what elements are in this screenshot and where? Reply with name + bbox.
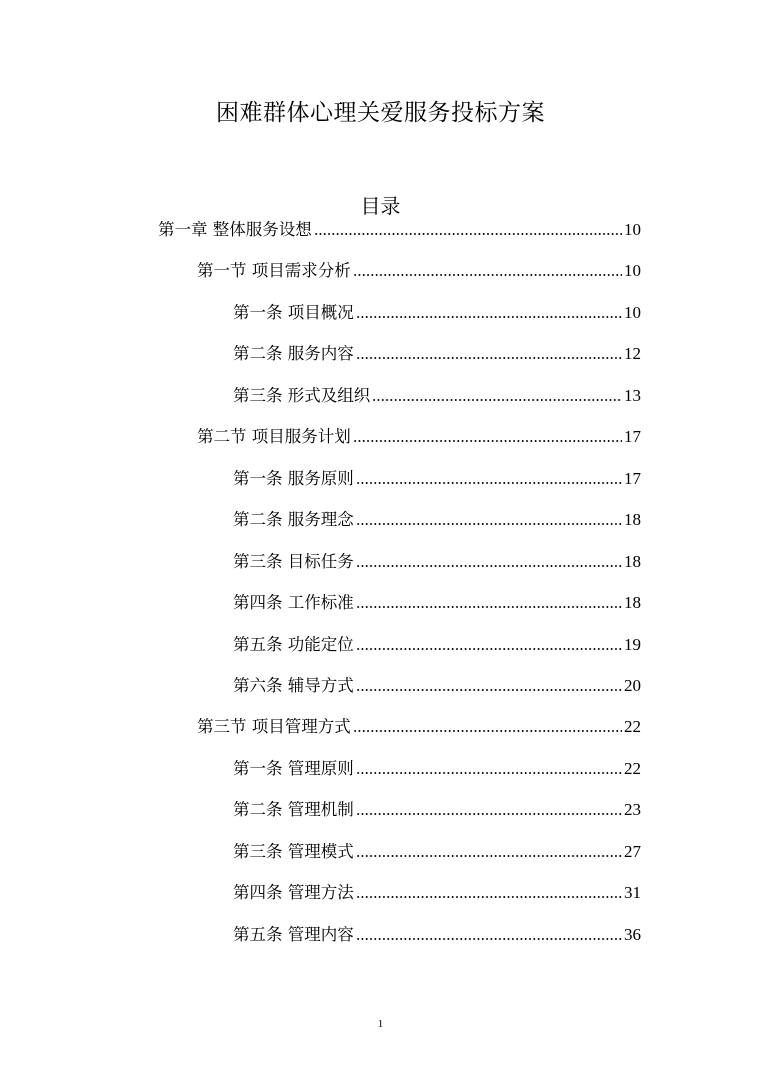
toc-entry[interactable] bbox=[233, 879, 641, 903]
toc-entry-page: 31 bbox=[624, 883, 641, 903]
toc-entry-label: 第一条 项目概况 bbox=[233, 302, 354, 322]
dot-leader bbox=[356, 481, 622, 485]
toc-entry[interactable] bbox=[233, 755, 641, 779]
dot-leader bbox=[353, 729, 622, 733]
toc-entry-page: 17 bbox=[624, 427, 641, 447]
dot-leader bbox=[356, 771, 622, 775]
dot-leader bbox=[356, 937, 622, 941]
toc-entry-page: 12 bbox=[624, 344, 641, 364]
toc-entry[interactable] bbox=[233, 299, 641, 323]
dot-leader bbox=[356, 812, 622, 816]
toc-entry-label: 第二条 服务理念 bbox=[233, 510, 354, 530]
toc-entry-page: 20 bbox=[624, 675, 641, 695]
toc-entry-page: 18 bbox=[624, 510, 641, 530]
toc-entry[interactable] bbox=[233, 340, 641, 364]
toc-entry-label: 第三条 管理模式 bbox=[233, 841, 354, 861]
toc-entry[interactable] bbox=[233, 382, 641, 406]
toc-entry-label: 第二条 管理机制 bbox=[233, 800, 354, 820]
document-title: 困难群体心理关爱服务投标方案 bbox=[216, 100, 545, 126]
toc-entry-page: 27 bbox=[624, 841, 641, 861]
dot-leader bbox=[356, 605, 622, 609]
toc-entry[interactable] bbox=[233, 838, 641, 862]
toc-entry-page: 10 bbox=[624, 220, 641, 239]
toc-entry[interactable] bbox=[233, 672, 641, 696]
toc-heading: 目录 bbox=[360, 194, 401, 218]
toc-entry-page: 17 bbox=[624, 468, 641, 488]
dot-leader bbox=[356, 522, 622, 526]
toc-entry-label: 第五条 功能定位 bbox=[233, 634, 354, 654]
page-number: 1 bbox=[377, 1018, 384, 1030]
toc-entry[interactable] bbox=[233, 506, 641, 530]
toc-entry-page: 19 bbox=[624, 634, 641, 654]
toc-entry-label: 第五条 管理内容 bbox=[233, 924, 354, 944]
toc-entry-label: 第一条 管理原则 bbox=[233, 758, 354, 778]
dot-leader bbox=[356, 854, 622, 858]
toc-entry[interactable] bbox=[197, 423, 641, 447]
toc-entry-page: 22 bbox=[624, 758, 641, 778]
dot-leader bbox=[356, 647, 622, 651]
dot-leader bbox=[353, 439, 622, 443]
toc-entry-label: 第四条 工作标准 bbox=[233, 593, 354, 613]
dot-leader bbox=[372, 398, 622, 402]
toc-entry[interactable] bbox=[197, 257, 641, 281]
toc-entry-page: 18 bbox=[624, 593, 641, 613]
dot-leader bbox=[356, 564, 622, 568]
toc-entry-label: 第六条 辅导方式 bbox=[233, 675, 354, 695]
toc-entry-label: 第一节 项目需求分析 bbox=[197, 261, 351, 281]
toc-entry-label: 第二节 项目服务计划 bbox=[197, 427, 351, 447]
toc-entry[interactable] bbox=[233, 631, 641, 655]
toc-entry[interactable] bbox=[233, 465, 641, 489]
toc-entry-label: 第三条 形式及组织 bbox=[233, 385, 371, 405]
dot-leader bbox=[314, 232, 622, 236]
dot-leader bbox=[356, 356, 622, 360]
toc-entry[interactable] bbox=[158, 216, 641, 240]
toc-entry-page: 23 bbox=[624, 800, 641, 820]
toc-entry[interactable] bbox=[233, 796, 641, 820]
dot-leader bbox=[356, 895, 622, 899]
toc-entry[interactable] bbox=[233, 921, 641, 945]
toc-entry-page: 36 bbox=[624, 924, 641, 944]
toc-entry-label: 第一章 整体服务设想 bbox=[158, 220, 312, 239]
dot-leader bbox=[356, 688, 622, 692]
toc-entry-page: 13 bbox=[624, 385, 641, 405]
toc-entry-page: 10 bbox=[624, 261, 641, 281]
toc-entry-label: 第四条 管理方法 bbox=[233, 883, 354, 903]
toc-entry-page: 18 bbox=[624, 551, 641, 571]
toc-entry[interactable] bbox=[233, 548, 641, 572]
dot-leader bbox=[353, 273, 622, 277]
toc-entry[interactable] bbox=[233, 589, 641, 613]
toc-entry-label: 第三条 目标任务 bbox=[233, 551, 354, 571]
toc-entry-label: 第一条 服务原则 bbox=[233, 468, 354, 488]
toc-entry[interactable] bbox=[197, 713, 641, 737]
dot-leader bbox=[356, 315, 622, 319]
toc-entry-page: 10 bbox=[624, 302, 641, 322]
toc-entry-label: 第三节 项目管理方式 bbox=[197, 717, 351, 737]
toc-entry-label: 第二条 服务内容 bbox=[233, 344, 354, 364]
toc-entry-page: 22 bbox=[624, 717, 641, 737]
